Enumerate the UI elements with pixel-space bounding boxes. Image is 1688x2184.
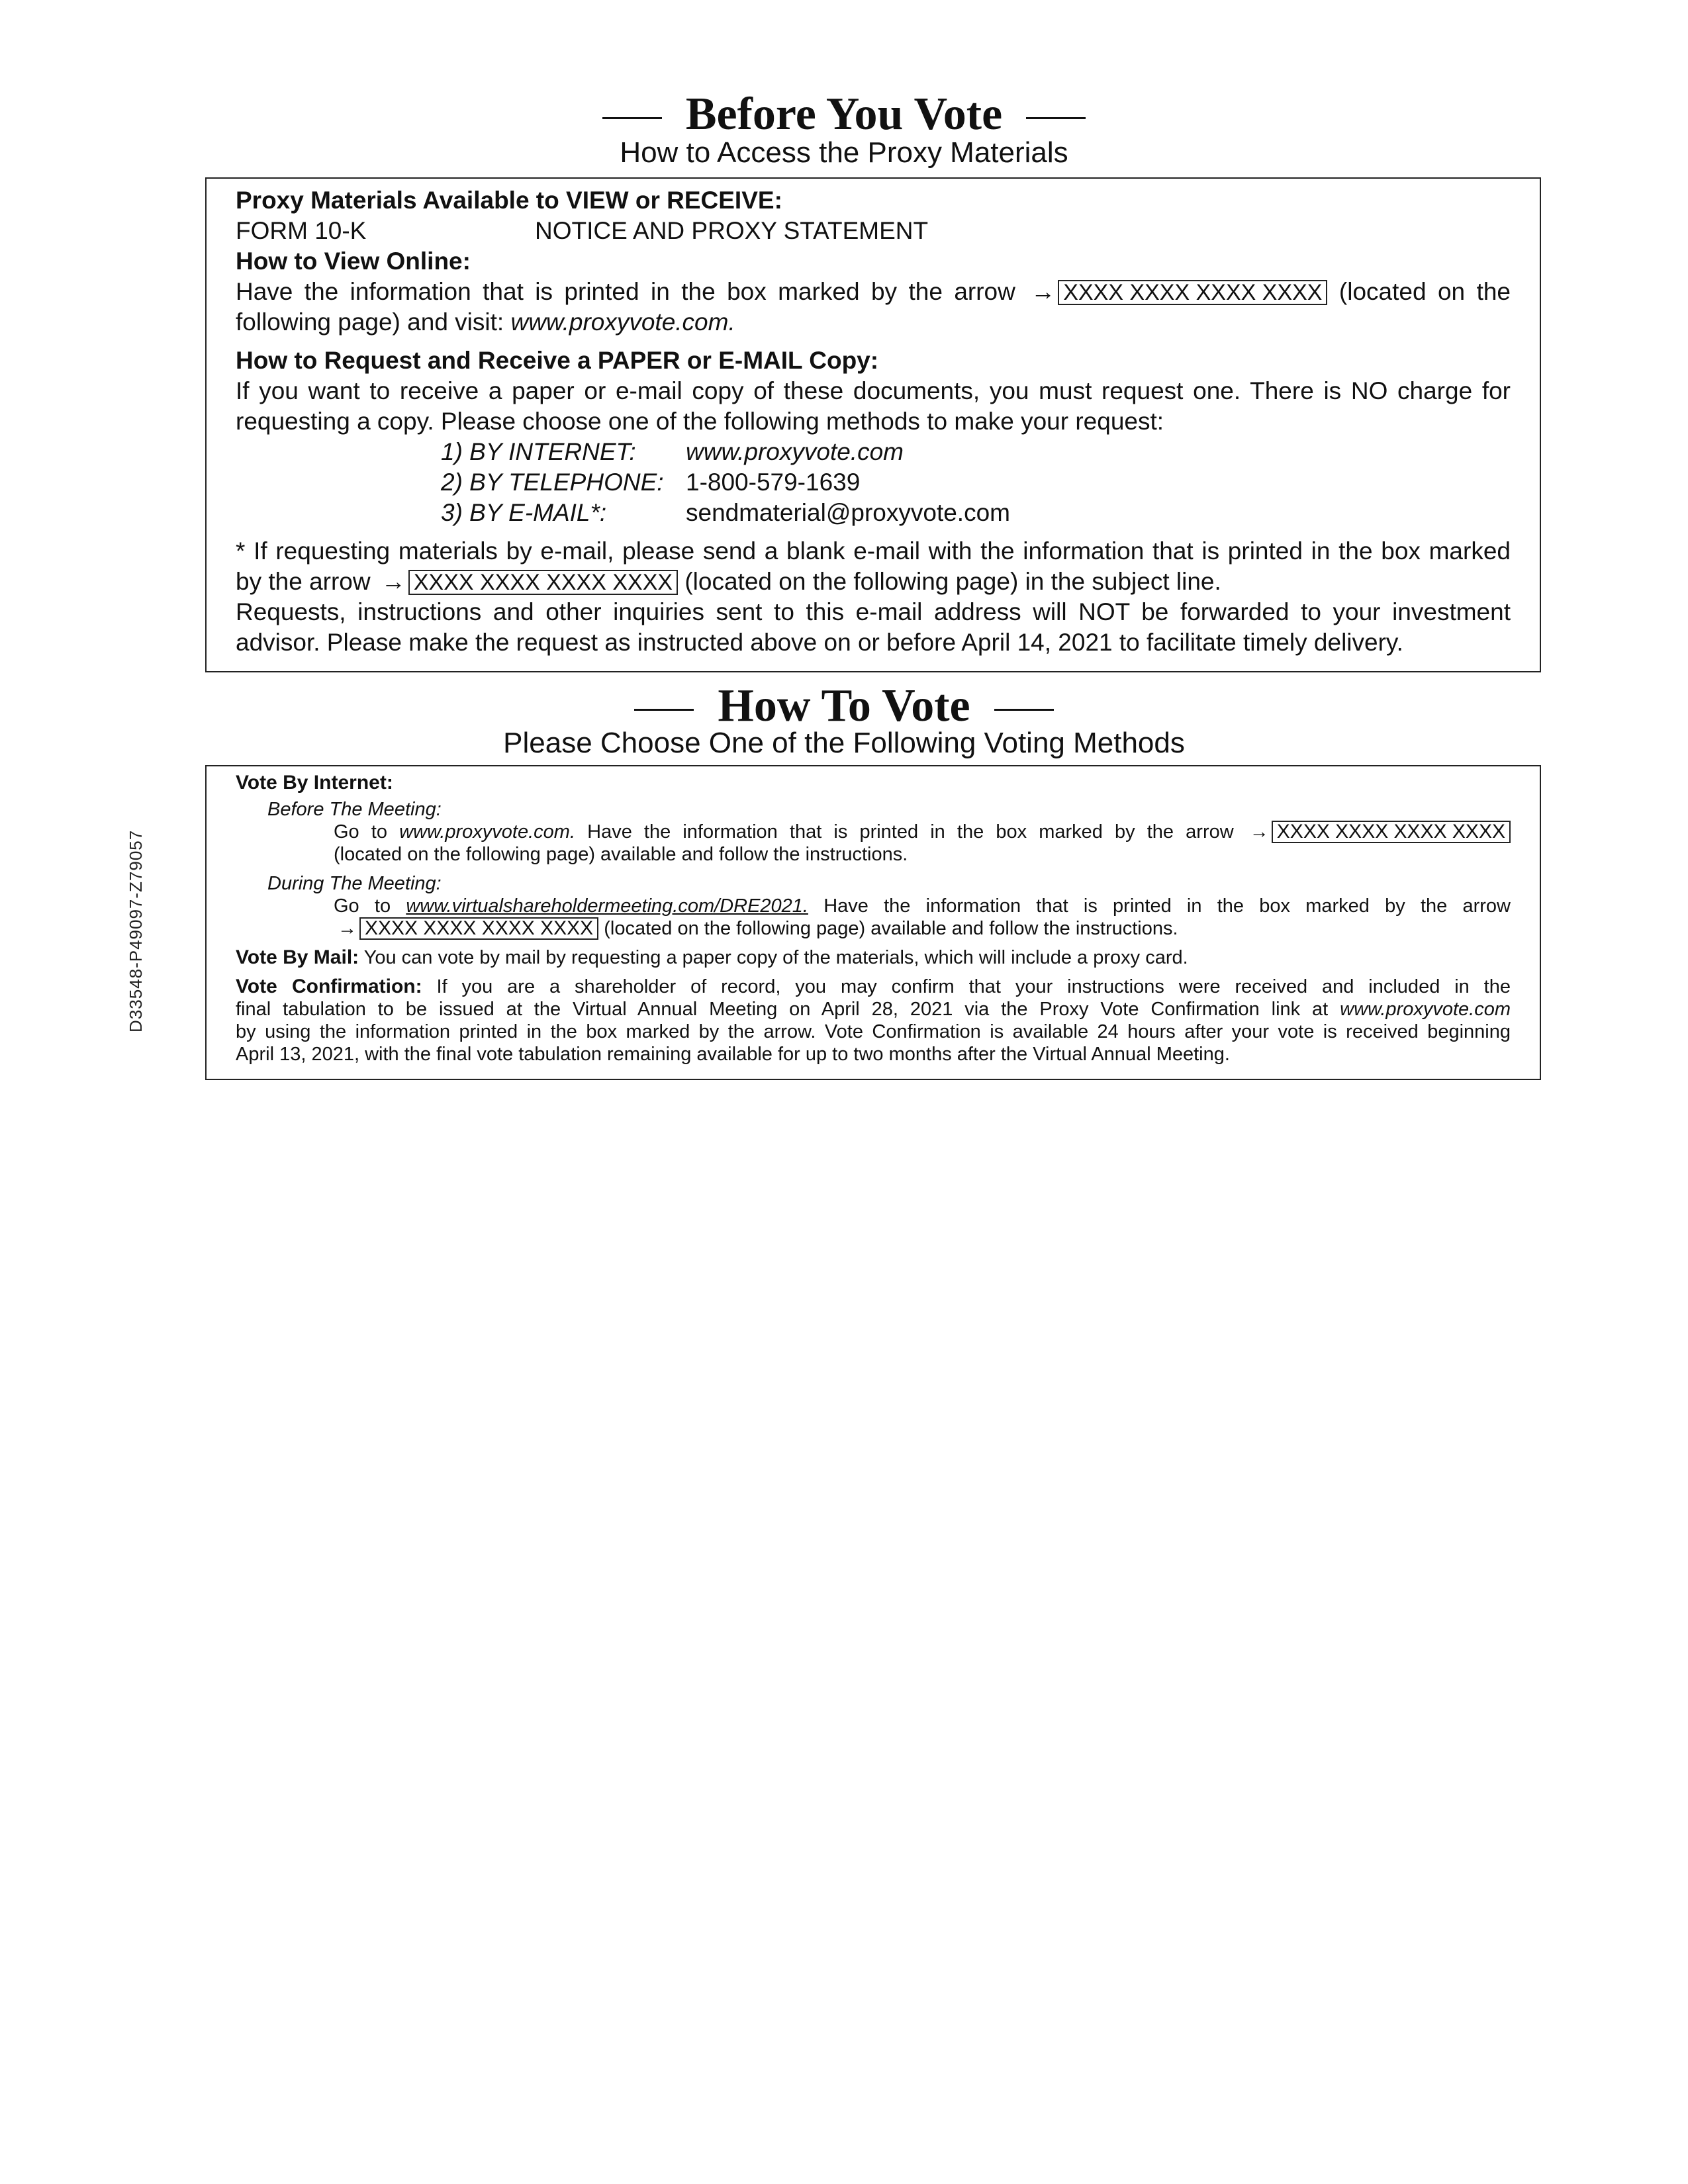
before-subtitle: How to Access the Proxy Materials <box>620 136 1068 169</box>
during-meeting-line-1 <box>236 895 1511 917</box>
heading-rule-right <box>1026 117 1086 119</box>
doc-form-10k: FORM 10-K <box>236 217 367 244</box>
method-label: 3) BY E-MAIL*: <box>441 499 607 526</box>
doc-proxy-statement: NOTICE AND PROXY STATEMENT <box>535 217 929 244</box>
vote-confirmation-text: If you are a shareholder of record, you may confirm that your instructions were received and included in the <box>436 976 1511 997</box>
during-meeting-label: During The Meeting: <box>267 873 442 894</box>
before-meeting-text: Have the information that is printed in the box marked by the arrow <box>587 821 1234 842</box>
before-title: Before You Vote <box>685 89 1003 140</box>
materials-heading: Proxy Materials Available to VIEW or RECEIVE: <box>236 187 782 214</box>
method-value-email[interactable]: sendmaterial@proxyvote.com <box>686 499 1010 526</box>
arrow-icon: → <box>338 918 357 939</box>
during-meeting-url-link[interactable]: www.virtualshareholdermeeting.com/DRE2021. <box>406 895 808 917</box>
vote-internet-heading: Vote By Internet: <box>236 772 393 794</box>
arrow-icon: → <box>1249 821 1269 842</box>
proxy-materials-box <box>205 177 1541 672</box>
view-online-line-2 <box>236 307 1511 338</box>
before-meeting-line-1 <box>236 821 1511 843</box>
before-meeting-go-to: Go to <box>334 821 387 842</box>
request-heading: How to Request and Receive a PAPER or E-MAIL Copy: <box>236 347 879 374</box>
method-value-phone[interactable]: 1-800-579-1639 <box>686 469 861 496</box>
control-number-box: XXXX XXXX XXXX XXXX <box>359 917 598 940</box>
footnote-text-located: (located on the following page) in the subject line. <box>684 568 1221 595</box>
heading-rule-right <box>994 709 1054 711</box>
control-number-box: XXXX XXXX XXXX XXXX <box>408 570 678 595</box>
footnote-text: by the arrow <box>236 568 371 595</box>
arrow-icon: → <box>381 568 406 595</box>
control-number-box: XXXX XXXX XXXX XXXX <box>1058 280 1327 305</box>
method-email <box>236 498 1511 528</box>
view-url-link[interactable]: www.proxyvote.com. <box>510 308 735 336</box>
vote-mail-heading: Vote By Mail: <box>236 946 359 968</box>
method-telephone <box>236 467 1511 498</box>
method-value-link[interactable]: www.proxyvote.com <box>686 438 904 465</box>
vote-by-mail-row <box>236 946 1511 969</box>
method-internet <box>236 437 1511 467</box>
documents-row <box>236 216 1511 246</box>
heading-rule-left <box>634 709 694 711</box>
how-subtitle: Please Choose One of the Following Voting Methods <box>503 727 1185 759</box>
voting-methods-box <box>205 765 1541 1080</box>
vote-confirmation-heading: Vote Confirmation: <box>236 976 422 997</box>
request-text-2: requesting a copy. Please choose one of the following methods to make your request: <box>236 408 1164 435</box>
vote-confirmation-line-2 <box>236 998 1511 1021</box>
vote-confirmation-text: final tabulation to be issued at the Virtual Annual Meeting on April 28, 2021 via the Proxy Vote Confirmation link at <box>236 999 1329 1020</box>
request-text-1: If you want to receive a paper or e-mail copy of these documents, you must request one. There is NO charge for <box>236 377 1511 404</box>
during-meeting-line-2 <box>236 917 1511 940</box>
heading-rule-left <box>602 117 662 119</box>
vote-mail-text: You can vote by mail by requesting a paper copy of the materials, which will include a proxy card. <box>363 947 1188 968</box>
view-text: Have the information that is printed in the box marked by the arrow <box>236 278 1015 305</box>
control-number-box: XXXX XXXX XXXX XXXX <box>1272 821 1511 843</box>
during-meeting-text: Have the information that is printed in the box marked by the arrow <box>823 895 1511 917</box>
arrow-icon: → <box>1031 278 1056 305</box>
view-text-following: following page) and visit: <box>236 308 504 336</box>
before-meeting-label: Before The Meeting: <box>267 799 442 820</box>
document-control-code: D33548-P49097-Z79057 <box>126 829 146 1032</box>
footnote-line-2 <box>236 567 1511 597</box>
view-text-located: (located on the <box>1338 278 1511 305</box>
before-meeting-url-link[interactable]: www.proxyvote.com. <box>399 821 576 842</box>
method-label: 2) BY TELEPHONE: <box>441 469 664 496</box>
footnote-line-1: * If requesting materials by e-mail, please send a blank e-mail with the information that is printed in the box marked <box>236 537 1511 565</box>
requests-note-1: Requests, instructions and other inquiries sent to this e-mail address will NOT be forwarded to your investment <box>236 598 1511 625</box>
vote-confirmation-line-1 <box>236 976 1511 998</box>
vote-confirmation-line-4: April 13, 2021, with the final vote tabulation remaining available for up to two months after the Virtual Annual Meeting. <box>236 1044 1230 1065</box>
confirmation-url-link[interactable]: www.proxyvote.com <box>1340 999 1511 1020</box>
during-meeting-located: (located on the following page) available and follow the instructions. <box>604 918 1178 939</box>
how-title: How To Vote <box>718 680 970 731</box>
view-online-heading: How to View Online: <box>236 248 471 275</box>
requests-note-2: advisor. Please make the request as instructed above on or before April 14, 2021 to facilitate timely delivery. <box>236 629 1403 656</box>
view-online-line-1 <box>236 277 1511 307</box>
before-meeting-line-2: (located on the following page) available and follow the instructions. <box>334 844 908 865</box>
during-meeting-go-to: Go to <box>334 895 391 917</box>
vote-confirmation-line-3: by using the information printed in the box marked by the arrow. Vote Confirmation is available 24 hours after your vote is received beginning <box>236 1021 1511 1042</box>
method-label: 1) BY INTERNET: <box>441 438 636 465</box>
